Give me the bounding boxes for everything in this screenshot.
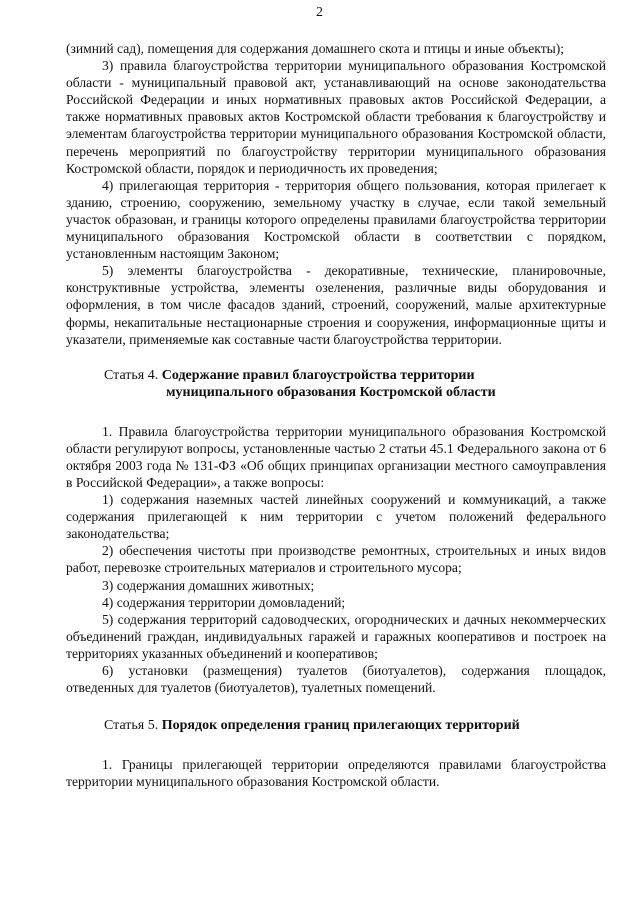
page-number: 2: [316, 5, 323, 20]
article-4-heading: [66, 367, 606, 402]
article-4-item-4: 4) содержания территории домовладений;: [102, 594, 346, 610]
article-5-title: Порядок определения границ прилегающих территорий: [161, 718, 520, 734]
article-4-item-3: 3) содержания домашних животных;: [102, 577, 315, 593]
article-5-heading: [66, 717, 606, 735]
paragraph-item-5: 5) элементы благоустройства - декоративные, технические, планировочные, конструктивные устройства, элементы озеленения, различные виды оборудования и оформления, в том числе фасадов зданий, строений, сооружений, малые архитектурные формы, некапитальные нестационарные строения и сооружения, информационные щиты и указатели, применяемые как составные части благоустройства территории.: [66, 263, 606, 347]
article-4-item-6: 6) установки (размещения) туалетов (биотуалетов), содержания площадок, отведенных для туалетов (биотуалетов), туалетных помещений.: [66, 663, 606, 696]
paragraph-continuation: (зимний сад), помещения для содержания домашнего скота и птицы и иные объекты);: [66, 41, 565, 56]
article-4-title-line2: муниципального образования Костромской области: [166, 385, 496, 401]
article-4-paragraph-1: 1. Правила благоустройства территории муниципального образования Костромской области регулируют вопросы, установленные частью 2 статьи 45.1 Федерального закона от 6 октября 2003 года № 131-ФЗ «Об общих принципах организации местного самоуправления в Российской Федерации», а также вопросы:: [66, 423, 606, 490]
article-5-paragraph-1: 1. Границы прилегающей территории определяются правилами благоустройства территории муниципального образования Костромской области.: [66, 756, 606, 789]
article-4-item-2: 2) обеспечения чистоты при производстве ремонтных, строительных и иных видов работ, перевозке строительных материалов и строительного мусора;: [66, 543, 606, 576]
article-4-title-line1: Содержание правил благоустройства территории: [161, 367, 475, 383]
article-5-prefix: Статья 5.: [104, 718, 162, 734]
paragraph-item-4: 4) прилегающая территория - территория общего пользования, которая прилегает к зданию, строению, сооружению, земельному участку в случае, если такой земельный участок образован, и границы которого определены правилами благоустройства территории муниципального образования Костромской области в соответствии с порядком, установленным настоящим Законом;: [66, 177, 606, 262]
paragraph-item-3: 3) правила благоустройства территории муниципального образования Костромской области - муниципальный правовой акт, устанавливающий на основе законодательства Российской Федерации и иных нормативных правовых актов Российской Федерации, а также нормативных правовых актов Костромской области требования к благоустройству и элементам благоустройства территории муниципального образования Костромской области, перечень мероприятий по благоустройству территории муниципального образования Костромской области, порядок и периодичность их проведения;: [66, 58, 606, 176]
document-body: [66, 40, 606, 790]
article-4-prefix: Статья 4.: [104, 367, 162, 383]
article-4-item-5: 5) содержания территорий садоводческих, огороднических и дачных некоммерческих объединений граждан, индивидуальных гаражей и гаражных кооперативов и построек на территориях указанных объединений и кооперативов;: [66, 611, 606, 661]
article-4-item-1: 1) содержания наземных частей линейных сооружений и коммуникаций, а также содержания прилегающей к ним территории с учетом положений федерального законодательства;: [66, 492, 606, 542]
